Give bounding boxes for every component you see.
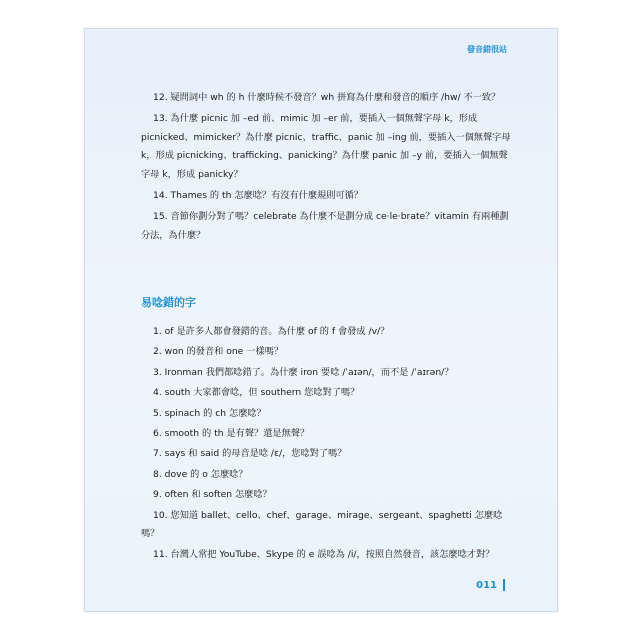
question-list-1 [141, 89, 511, 247]
question-item: 11. 台灣人常把 YouTube、Skype 的 e 誤唸為 /i/，按照自然發音，該怎麼唸才對？ [153, 548, 495, 560]
question-item: 5. spinach 的 ch 怎麼唸？ [153, 407, 266, 419]
question-item: 6. smooth 的 th 是有聲？還是無聲？ [153, 427, 310, 439]
book-page [84, 28, 558, 612]
section-title: 易唸錯的字 [141, 296, 196, 309]
running-header: 發音錯很站 [467, 45, 507, 54]
question-item: 10. 您知道 ballet、cello、chef、garage、mirage、sergeant、spaghetti 怎麼唸嗎？ [141, 509, 503, 540]
page-number-text: 011 [476, 579, 497, 591]
question-item: 9. often 和 soften 怎麼唸？ [153, 489, 272, 501]
question-item: 12. 疑問詞中 wh 的 h 什麼時候不發音？wh 拼寫為什麼和發音的順序 /hw/ 不一致？ [153, 92, 501, 103]
question-item: 4. south 大家都會唸，但 southern 您唸對了嗎？ [153, 387, 360, 399]
question-item: 13. 為什麼 picnic 加 –ed 前、mimic 加 –er 前，要插入一個無聲字母 k，形成 picnicked、mimicker？為什麼 picnic、traffic、panic 加 –ing 前，要插入一個無聲字母 k，形成 picnicking、trafficking、panicking？為什麼 panic 加 –y 前，要插入一個無聲字母 k，形成 panicky？ [141, 112, 511, 181]
page-number [476, 579, 505, 591]
question-item: 14. Thames 的 th 怎麼唸？有沒有什麼規則可循？ [153, 189, 363, 201]
question-item: 15. 音節你劃分對了嗎？celebrate 為什麼不是劃分成 ce·le·brate？vitamin 有兩種劃分法，為什麼？ [141, 210, 509, 241]
question-item: 8. dove 的 o 怎麼唸？ [153, 468, 248, 480]
question-item: 3. Ironman 我們都唸錯了。為什麼 iron 要唸 /ˈaɪən/，而不是 /ˈaɪrən/？ [153, 366, 454, 378]
question-item: 7. says 和 said 的母音是唸 /ɛ/，您唸對了嗎？ [153, 448, 347, 460]
question-item: 2. won 的發音和 one 一樣嗎？ [153, 346, 284, 358]
question-list-2 [141, 323, 511, 566]
question-item: 1. of 是許多人都會發錯的音。為什麼 of 的 f 會發成 /v/？ [153, 326, 390, 337]
page-number-bar [503, 579, 505, 591]
